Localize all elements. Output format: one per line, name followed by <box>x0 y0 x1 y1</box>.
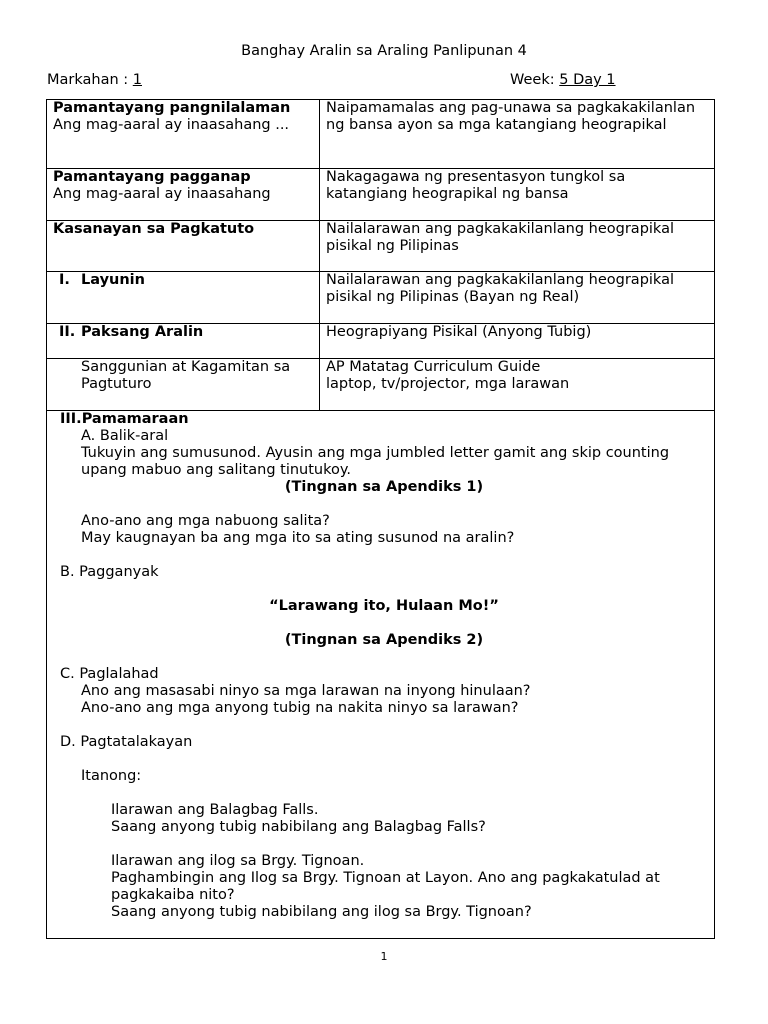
row-label-sub: Ang mag-aaral ay inaasahang ... <box>53 117 290 133</box>
value-line: laptop, tv/projector, mga larawan <box>326 376 570 392</box>
table-cell-value: Heograpiyang Pisikal (Anyong Tubig) <box>320 324 715 359</box>
lesson-plan-table <box>46 99 715 939</box>
section-c-question: Ano ang masasabi ninyo sa mga larawan na inyong hinulaan? <box>81 683 531 699</box>
table-row <box>47 272 715 324</box>
document-title: Banghay Aralin sa Araling Panlipunan 4 <box>241 43 527 59</box>
markahan-label: Markahan : <box>47 72 129 88</box>
page-number: 1 <box>380 950 388 963</box>
row-number: I. <box>59 272 70 288</box>
table-cell-label <box>47 169 320 221</box>
week-line <box>510 72 616 89</box>
row-label-sub: Ang mag-aaral ay inaasahang <box>53 186 271 202</box>
row-label-plain: Sanggunian at Kagamitan sa Pagtuturo <box>81 359 291 392</box>
section-b-title: “Larawang ito, Hulaan Mo!” <box>269 598 499 614</box>
section-a-label: A. Balik-aral <box>81 428 169 444</box>
row-label-bold: Pamantayang pagganap <box>53 169 251 185</box>
table-row <box>47 324 715 359</box>
section-a-ref: (Tingnan sa Apendiks 1) <box>284 479 484 495</box>
table-cell-label <box>47 359 320 411</box>
section-c-label: C. Paglalahad <box>60 666 159 682</box>
table-cell-value: Nailalarawan ang pagkakakilanlang heograpikal pisikal ng Pilipinas (Bayan ng Real) <box>320 272 715 324</box>
table-cell-value: Nakagagawa ng presentasyon tungkol sa katangiang heograpikal ng bansa <box>320 169 715 221</box>
section-d-question: Ilarawan ang Balagbag Falls. <box>111 802 319 818</box>
section-b-ref: (Tingnan sa Apendiks 2) <box>284 632 484 648</box>
section-a-question: Ano-ano ang mga nabuong salita? <box>81 513 330 529</box>
section-d-question: Paghambingin ang Ilog sa Brgy. Tignoan at Layon. Ano ang pagkakatulad at pagkakaiba nito? <box>111 870 660 903</box>
week-value: 5 Day 1 <box>559 72 616 88</box>
table-row <box>47 221 715 272</box>
row-number: II. <box>59 324 76 340</box>
table-cell-label <box>47 100 320 169</box>
row-label-bold <box>53 324 313 341</box>
procedure-cell <box>47 411 715 939</box>
row-label-bold: Kasanayan sa Pagkatuto <box>53 221 255 237</box>
section-a-question: May kaugnayan ba ang mga ito sa ating susunod na aralin? <box>81 530 515 546</box>
section-a-text: Tukuyin ang sumusunod. Ayusin ang mga jumbled letter gamit ang skip counting upang mabuo ang salitang tinutukoy. <box>81 445 670 478</box>
table-cell-label <box>47 272 320 324</box>
section-d-itanong: Itanong: <box>81 768 142 784</box>
table-cell-label <box>47 324 320 359</box>
row-label-text: Layunin <box>81 272 145 288</box>
table-cell-value: Naipamamalas ang pag-unawa sa pagkakakilanlan ng bansa ayon sa mga katangiang heograpikal <box>320 100 715 169</box>
table-cell-label <box>47 221 320 272</box>
table-row <box>47 359 715 411</box>
row-label-bold: Pamantayang pangnilalaman <box>53 100 291 116</box>
section-b-label: B. Pagganyak <box>60 564 159 580</box>
section-d-question: Saang anyong tubig nabibilang ang Balagbag Falls? <box>111 819 486 835</box>
table-cell-value: Nailalarawan ang pagkakakilanlang heograpikal pisikal ng Pilipinas <box>320 221 715 272</box>
table-row-procedure <box>47 411 715 939</box>
section-d-question: Saang anyong tubig nabibilang ang ilog sa Brgy. Tignoan? <box>111 904 532 920</box>
section-d-label: D. Pagtatalakayan <box>60 734 193 750</box>
markahan-line <box>47 72 142 89</box>
table-cell-value <box>320 359 715 411</box>
value-line: AP Matatag Curriculum Guide <box>326 359 541 375</box>
week-label: Week: <box>510 72 555 88</box>
table-row <box>47 169 715 221</box>
markahan-value: 1 <box>132 72 142 88</box>
section-d-question: Ilarawan ang ilog sa Brgy. Tignoan. <box>111 853 365 869</box>
row-label-text: Paksang Aralin <box>81 324 204 340</box>
table-row <box>47 100 715 169</box>
procedure-heading: III.Pamamaraan <box>60 411 189 427</box>
row-label-bold <box>53 272 313 289</box>
section-c-question: Ano-ano ang mga anyong tubig na nakita ninyo sa larawan? <box>81 700 519 716</box>
